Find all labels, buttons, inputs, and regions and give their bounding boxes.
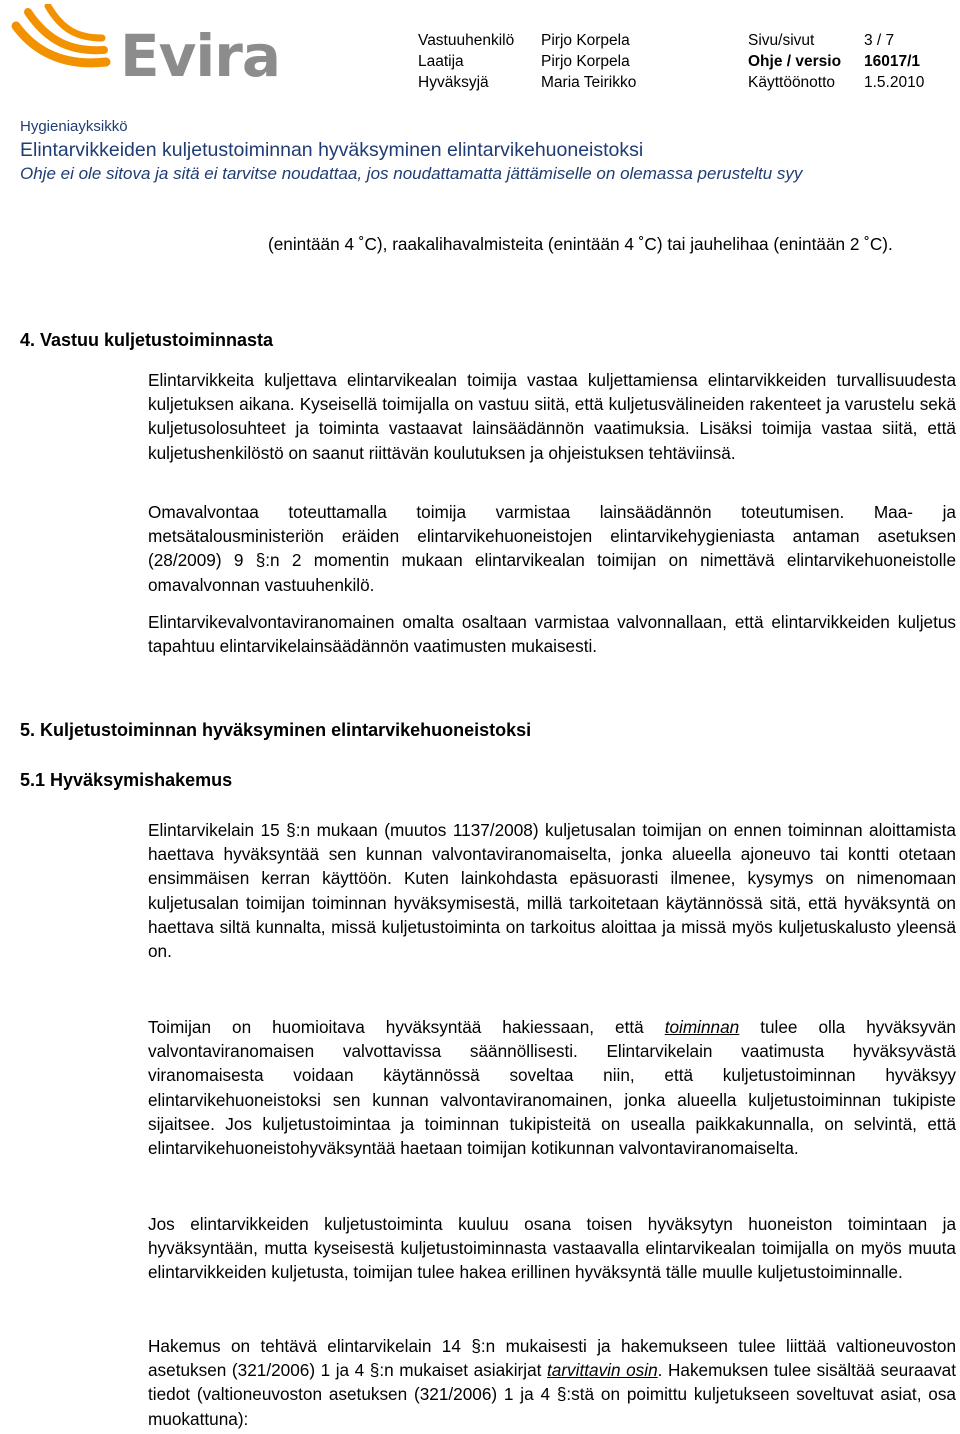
meta-responsible-person: Pirjo Korpela [541,32,630,49]
meta-pages-value: 3 / 7 [864,32,895,49]
paragraph-4-text-a: Hakemus on tehtävä elintarvikelain 14 §:n mukaisesti ja hakemukseen tulee liittää valtioneuvoston asetuksen (321/2006) 1 ja 4 §:n mukaiset asiakirjat [148,1336,956,1381]
section-5-1-paragraph-3: Jos elintarvikkeiden kuljetustoiminta kuuluu osana toisen hyväksytyn huoneiston toimintaan ja hyväksyntään, mutta kyseisestä kuljetustoiminnasta vastaavalla elintarvikealan toimijalla on myös muuta elintarvikkeiden kuljetusta, toimijan tulee hakea erillinen hyväksyntä tälle muulle kuljetustoiminnalle. [148,1214,956,1283]
section-5-1-paragraph-4 [148,1334,956,1431]
section-4-heading: 4. Vastuu kuljetustoiminnasta [20,330,274,350]
paragraph-2-underlined-term: toiminnan [664,1017,740,1037]
meta-effective-value: 1.5.2010 [864,74,925,91]
meta-labels [418,30,514,93]
section-4-paragraph-1: Elintarvikkeita kuljettava elintarvikealan toimija vastaa kuljettamiensa elintarvikkeiden turvallisuudesta kuljetuksen aikana. Kyseisellä toimijalla on vastuu siitä, että kuljetusvälineiden rakenteet ja varustelu sekä kuljetusolosuhteet ja toiminta vastaavat lainsäädännön vaatimuksia. Lisäksi toimija vastaa siitä, että kuljetushenkilöstö on saanut riittävän koulutuksen ja ohjeistuksen tehtäviinsä. [148,370,956,463]
section-5-1-paragraph-1: Elintarvikelain 15 §:n mukaan (muutos 1137/2008) kuljetusalan toimijan on ennen toiminnan aloittamista haettava hyväksyntää sen kunnan valvontaviranomaiselta, jonka alueella ajoneuvo tai kontti otetaan ensimmäisen kerran käyttöön. Kuten lainkohdasta epäsuorasti ilmenee, kysymys on nimenomaan kuljetusalan toimijan toiminnan hyväksymisestä, millä tarkoitetaan käytännössä sitä, että hyväksyntä on haettava siltä kunnalta, missä kuljetustoiminta on tarkoitus aloittaa ja missä myös kuljetuskalusto yleensä on. [148,820,956,962]
meta-label-version: Ohje / versio [748,53,842,70]
meta-values-2 [864,30,924,93]
meta-label-effective: Käyttöönotto [748,74,836,91]
meta-label-pages: Sivu/sivut [748,32,815,49]
continuation-paragraph: (enintään 4 ˚C), raakalihavalmisteita (enintään 4 ˚C) tai jauhelihaa (enintään 2 ˚C). [268,234,893,254]
meta-label-author: Laatija [418,53,464,70]
section-4-paragraph-3: Elintarvikevalvontaviranomainen omalta osaltaan varmistaa valvonnallaan, että elintarvikkeiden kuljetus tapahtuu elintarvikelainsäädännön vaatimusten mukaisesti. [148,612,956,657]
meta-persons [541,30,636,93]
paragraph-4-text-b: . Hakemuksen tulee sisältää seuraavat tiedot (valtioneuvoston asetuksen (321/2006) 1 ja 4 §:stä on poimittu kuljetukseen soveltuvat asiat, osa muokattuna): [148,1360,957,1429]
paragraph-2-text-a: Toimijan on huomioitava hyväksyntää hakiessaan, että [148,1017,665,1037]
section-4-paragraph-2: Omavalvontaa toteuttamalla toimija varmistaa lainsäädännön toteutumisen. Maa- ja metsätalousministeriön eräiden elintarvikehuoneistojen elintarvikehygieniasta antaman asetuksen (28/2009) 9 §:n 2 momentin mukaan elintarvikealan toimijan on nimettävä elintarvikehuoneistolle omavalvonnan vastuuhenkilö. [148,502,956,595]
evira-logo-wordmark: Evira [120,22,281,90]
evira-logo-mark [8,4,118,96]
paragraph-4-underlined-term: tarvittavin osin [546,1360,658,1381]
meta-approver-person: Maria Teirikko [541,74,637,91]
document-header [20,118,802,185]
document-title: Elintarvikkeiden kuljetustoiminnan hyväksyminen elintarvikehuoneistoksi [20,139,644,161]
paragraph-2-text-b: tulee olla hyväksyvän valvontaviranomaisen valvottavissa säännöllisesti. Elintarvikelain vaatimusta hyväksyvästä viranomaisesta voidaan käytännössä soveltaa niin, että kuljetustoiminnan hyväksyy elintarvikehuoneistoksi sen kunnan valvontaviranomainen, jonka alueella kuljetustoiminnan tukipiste sijaitsee. Jos kuljetustoimintaa ja toiminnan tukipisteitä on usealla paikkakunnalla, on selvintä, että elintarvikehuoneistohyväksyntää haetaan toimijan kotikunnan valvontaviranomaiselta. [148,1017,956,1159]
meta-labels-2 [748,30,841,93]
meta-label-responsible: Vastuuhenkilö [418,32,515,49]
evira-logo [8,4,281,96]
unit-name: Hygieniayksikkö [20,118,128,135]
document-note: Ohje ei ole sitova ja sitä ei tarvitse noudattaa, jos noudattamatta jättämiselle on olemassa perusteltu syy [20,164,803,183]
meta-label-approver: Hyväksyjä [418,74,489,91]
section-5-1-heading: 5.1 Hyväksymishakemus [20,770,233,790]
meta-author-person: Pirjo Korpela [541,53,630,70]
meta-version-value: 16017/1 [864,53,921,70]
section-5-heading: 5. Kuljetustoiminnan hyväksyminen elintarvikehuoneistoksi [20,720,532,740]
section-5-1-paragraph-2 [148,1015,956,1160]
